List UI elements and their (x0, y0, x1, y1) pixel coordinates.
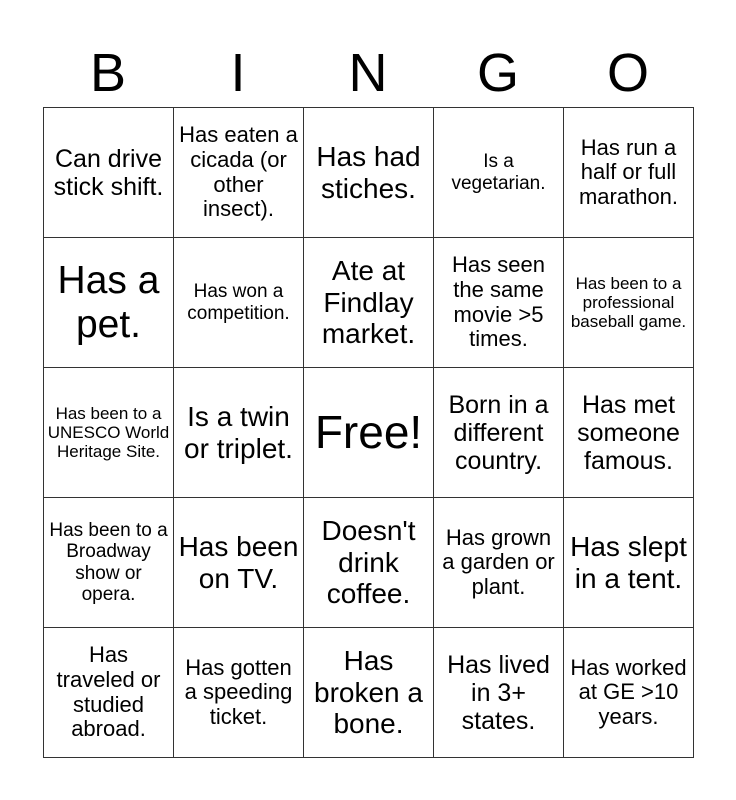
bingo-cell[interactable]: Has been to a UNESCO World Heritage Site. (44, 368, 174, 498)
board-row (44, 238, 694, 368)
bingo-cell[interactable]: Has been to a Broadway show or opera. (44, 498, 174, 628)
bingo-cell[interactable]: Can drive stick shift. (44, 108, 174, 238)
bingo-cell[interactable]: Has been to a professional baseball game. (564, 238, 694, 368)
bingo-cell[interactable]: Has worked at GE >10 years. (564, 628, 694, 758)
bingo-cell[interactable]: Has eaten a cicada (or other insect). (174, 108, 304, 238)
bingo-cell[interactable]: Has a pet. (44, 238, 174, 368)
board-row (44, 628, 694, 758)
free-space-cell[interactable]: Free! (304, 368, 434, 498)
bingo-board (43, 107, 694, 758)
bingo-cell[interactable]: Is a vegetarian. (434, 108, 564, 238)
header-letter-b: B (89, 43, 127, 103)
board-row (44, 108, 694, 238)
header-letter-i: I (230, 43, 246, 103)
bingo-header (43, 38, 693, 108)
bingo-cell[interactable]: Has gotten a speeding ticket. (174, 628, 304, 758)
bingo-cell[interactable]: Has met someone famous. (564, 368, 694, 498)
bingo-cell[interactable]: Has run a half or full marathon. (564, 108, 694, 238)
bingo-cell[interactable]: Has grown a garden or plant. (434, 498, 564, 628)
bingo-cell[interactable]: Has broken a bone. (304, 628, 434, 758)
bingo-cell[interactable]: Ate at Findlay market. (304, 238, 434, 368)
bingo-cell[interactable]: Has lived in 3+ states. (434, 628, 564, 758)
bingo-cell[interactable]: Doesn't drink coffee. (304, 498, 434, 628)
bingo-cell[interactable]: Born in a different country. (434, 368, 564, 498)
bingo-cell[interactable]: Has seen the same movie >5 times. (434, 238, 564, 368)
header-letter-g: G (476, 43, 519, 103)
header-letter-n: N (348, 43, 388, 103)
bingo-cell[interactable]: Has won a competition. (174, 238, 304, 368)
bingo-cell[interactable]: Has traveled or studied abroad. (44, 628, 174, 758)
board-row (44, 368, 694, 498)
bingo-cell[interactable]: Is a twin or triplet. (174, 368, 304, 498)
header-letter-o: O (606, 43, 649, 103)
bingo-cell[interactable]: Has had stiches. (304, 108, 434, 238)
board-row (44, 498, 694, 628)
bingo-cell[interactable]: Has slept in a tent. (564, 498, 694, 628)
bingo-cell[interactable]: Has been on TV. (174, 498, 304, 628)
